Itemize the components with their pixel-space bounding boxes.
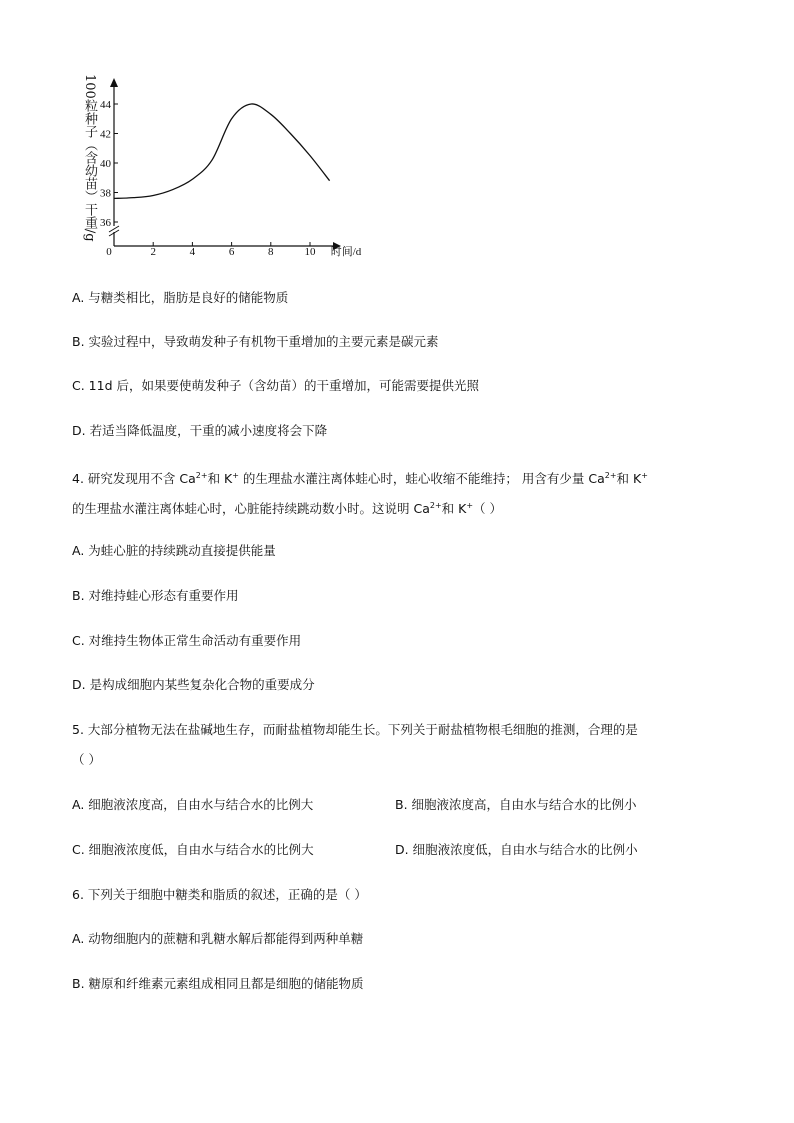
x-tick-label: 0: [106, 246, 112, 258]
dry-weight-curve: [114, 104, 330, 198]
x-tick-label: 10: [304, 246, 316, 258]
y-tick-label: 42: [100, 128, 111, 141]
x-axis-label: 时间/d: [330, 246, 362, 258]
q6-option-b: B. 糖原和纤维素元素组成相同且都是细胞的储能物质: [72, 976, 364, 991]
k-charge: +: [232, 471, 239, 480]
q5-option-a: A. 细胞液浓度高，自由水与结合水的比例大: [72, 797, 314, 812]
q3-option-b: B. 实验过程中，导致萌发种子有机物干重增加的主要元素是碳元素: [72, 334, 439, 349]
q4-option-a: A. 为蛙心脏的持续跳动直接提供能量: [72, 543, 276, 558]
q3-option-d: D. 若适当降低温度，干重的减小速度将会下降: [72, 423, 328, 438]
q5-stem-line2: （ ）: [72, 752, 101, 767]
q5-stem-line1: 5. 大部分植物无法在盐碱地生存，而耐盐植物却能生长。下列关于耐盐植物根毛细胞的推测，合理的是: [72, 722, 638, 737]
ca-charge: 2+: [195, 471, 208, 480]
q4-stem-line2: [72, 496, 502, 519]
k-charge: +: [641, 471, 648, 480]
x-tick-label: 4: [189, 246, 196, 258]
q4-answer-blank: （ ）: [473, 501, 503, 516]
y-tick-label: 38: [100, 187, 111, 200]
q3-option-c: C. 11d 后，如果要使萌发种子（含幼苗）的干重增加，可能需要提供光照: [72, 378, 479, 393]
k-charge: +: [466, 501, 474, 510]
ca-charge: 2+: [429, 501, 442, 510]
q4-stem-text: 和 K: [441, 501, 467, 516]
q4-stem-text: 的生理盐水灌注离体蛙心时，心脏能持续跳动数小时。这说明 Ca: [72, 501, 430, 516]
dry-weight-chart: [0, 0, 794, 300]
y-tick-label: 44: [100, 99, 111, 111]
y-axis-label: 100粒种子（含幼苗）干重/g: [82, 74, 97, 242]
q4-stem-text: 的生理盐水灌注离体蛙心时，蛙心收缩不能维持； 用含有少量 Ca: [238, 471, 605, 486]
ca-charge: 2+: [604, 471, 617, 480]
x-tick-label: 6: [228, 246, 235, 258]
q4-stem-text: 和 K: [616, 471, 642, 486]
y-tick-label: 40: [100, 158, 111, 170]
q4-stem-line1: [72, 466, 648, 489]
q6-stem: 6. 下列关于细胞中糖类和脂质的叙述，正确的是（ ）: [72, 887, 367, 902]
q4-stem-text: 和 K: [207, 471, 233, 486]
q3-option-a: A. 与糖类相比，脂肪是良好的储能物质: [72, 290, 289, 305]
q5-option-d: D. 细胞液浓度低，自由水与结合水的比例小: [395, 842, 638, 857]
q6-option-a: A. 动物细胞内的蔗糖和乳糖水解后都能得到两种单糖: [72, 931, 364, 946]
y-axis-arrow: [110, 78, 118, 87]
x-tick-label: 2: [150, 246, 156, 258]
q4-option-d: D. 是构成细胞内某些复杂化合物的重要成分: [72, 677, 315, 692]
q4-option-b: B. 对维持蛙心形态有重要作用: [72, 588, 239, 603]
q4-option-c: C. 对维持生物体正常生命活动有重要作用: [72, 633, 302, 648]
q5-option-c: C. 细胞液浓度低，自由水与结合水的比例大: [72, 842, 314, 857]
q4-stem-text: 4. 研究发现用不含 Ca: [72, 471, 196, 486]
y-tick-label: 36: [100, 217, 111, 229]
q5-option-b: B. 细胞液浓度高，自由水与结合水的比例小: [395, 797, 637, 812]
x-tick-label: 8: [268, 246, 274, 258]
